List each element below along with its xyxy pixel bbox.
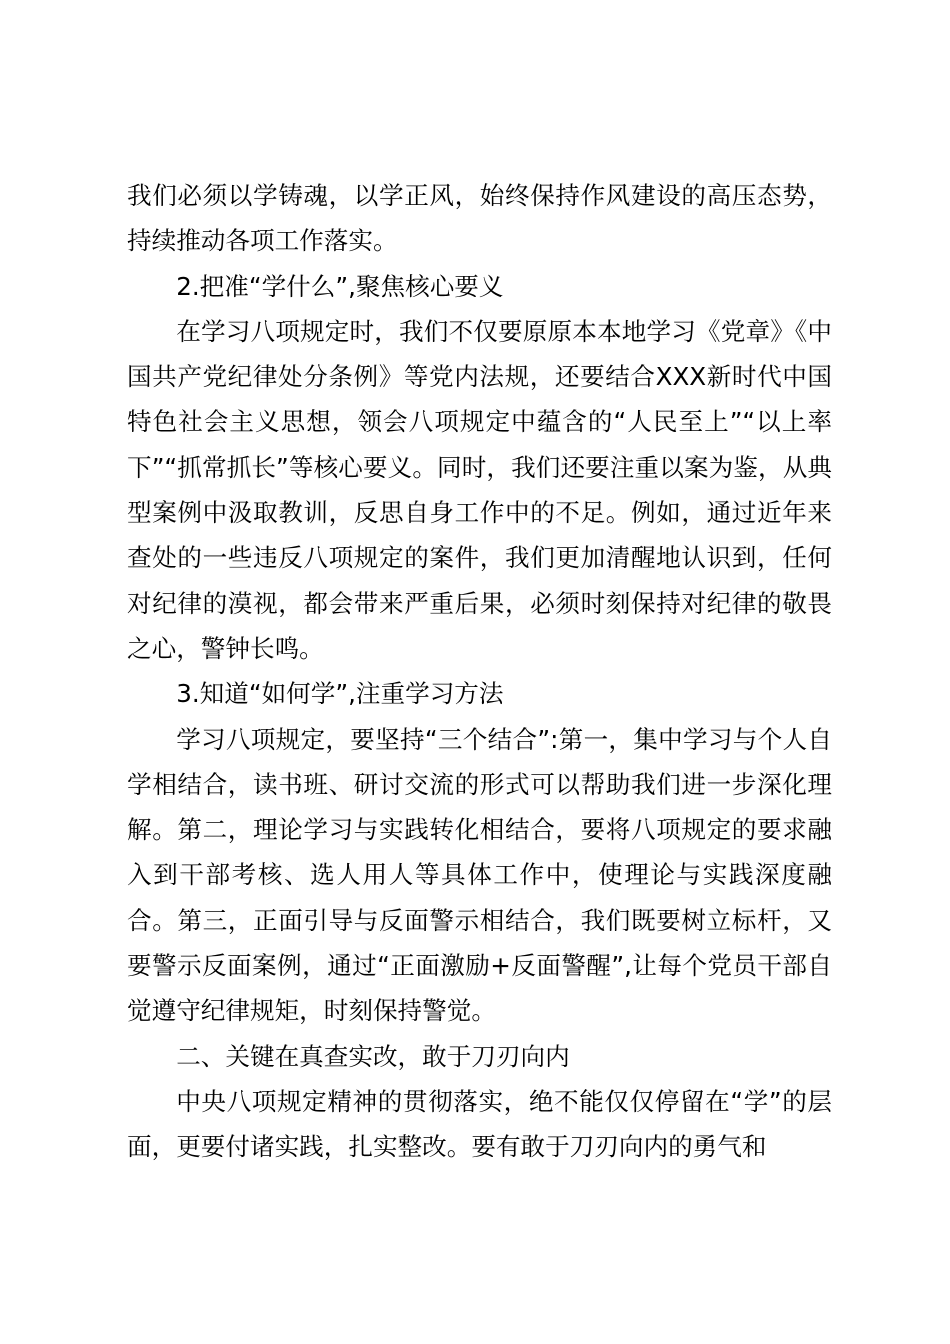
section-heading-3: 3.知道“如何学”,注重学习方法 [176, 679, 504, 709]
paragraph-study-content: 在学习八项规定时，我们不仅要原原本本地学习《党章》《中国共产党纪律处分条例》等党内法规，还要结合XXX新时代中国特色社会主义思想，领会八项规定中蕴含的“人民至上”“以上率下”“抓常抓长”等核心要义。同时，我们还要注重以案为鉴，从典型案例中汲取教训，反思自身工作中的不足。例如，通过近年来查处的一些违反八项规定的案件，我们更加清醒地认识到，任何对纪律的漠视，都会带来严重后果，必须时刻保持对纪律的敬畏之心，警钟长鸣。 [127, 316, 832, 663]
paragraph-study-method: 学习八项规定，要坚持“三个结合”:第一，集中学习与个人自学相结合，读书班、研讨交流的形式可以帮助我们进一步深化理解。第二，理论学习与实践转化相结合，要将八项规定的要求融入到干部考核、选人用人等具体工作中，使理论与实践深度融合。第三，正面引导与反面警示相结合，我们既要树立标杆，又要警示反面案例，通过“正面激励+反面警醒”,让每个党员干部自觉遵守纪律规矩，时刻保持警觉。 [127, 724, 832, 1026]
paragraph-continuation: 我们必须以学铸魂，以学正风，始终保持作风建设的高压态势，持续推动各项工作落实。 [127, 181, 832, 256]
section-heading-2: 2.把准“学什么”,聚焦核心要义 [176, 271, 504, 301]
section-heading-part-two: 二、关键在真查实改，敢于刀刃向内 [176, 1041, 570, 1071]
paragraph-rectification: 中央八项规定精神的贯彻落实，绝不能仅仅停留在“学”的层面，更要付诸实践，扎实整改。要有敢于刀刃向内的勇气和 [127, 1086, 832, 1162]
document-body [127, 173, 832, 1170]
